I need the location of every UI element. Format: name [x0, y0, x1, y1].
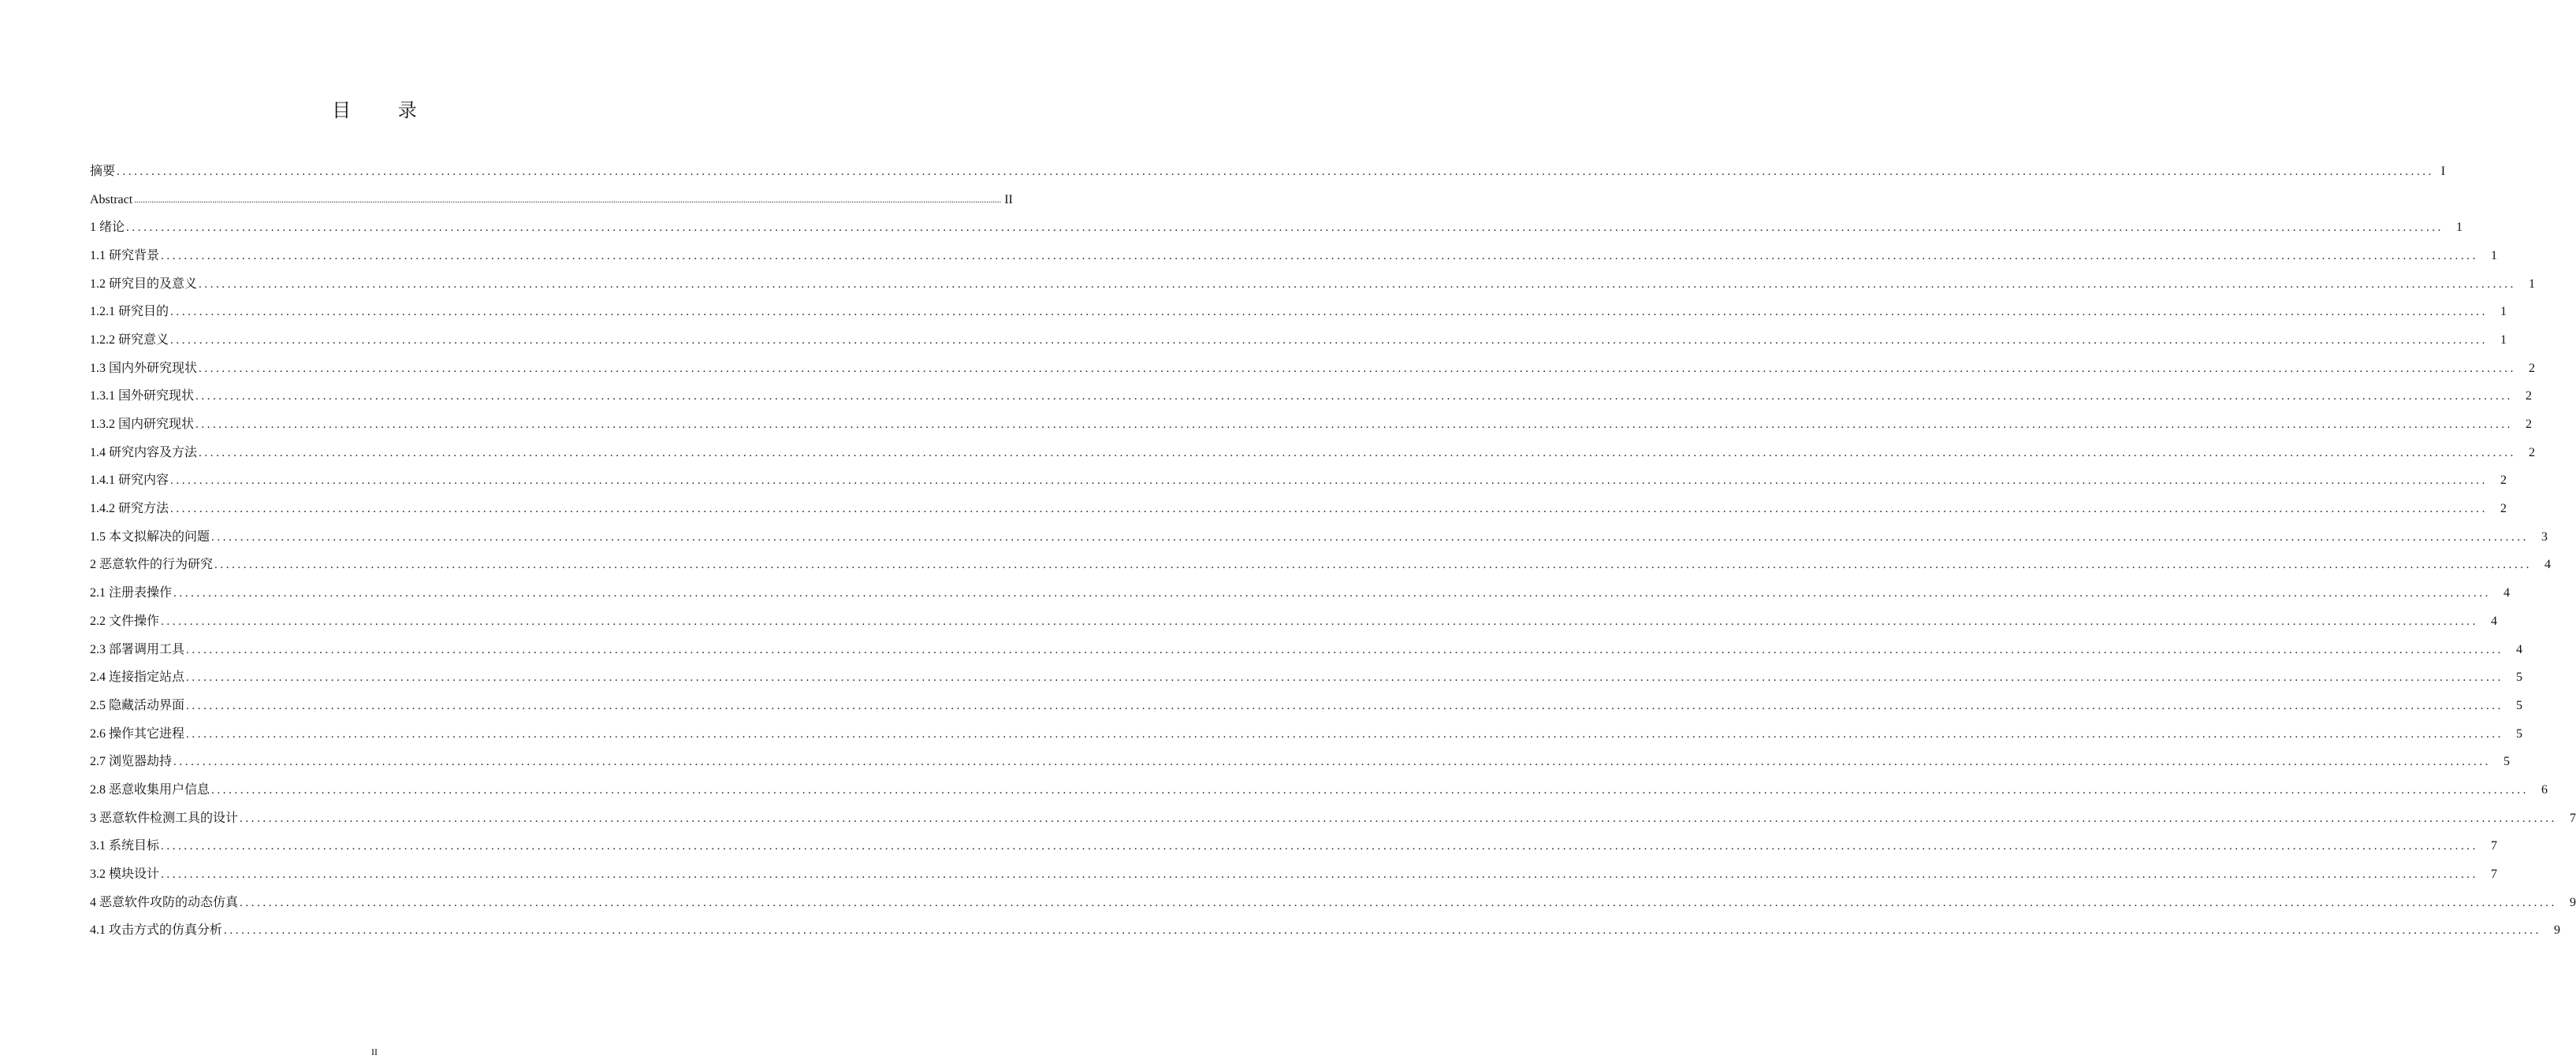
toc-entry-title: 1.3.2 国内研究现状: [90, 418, 195, 432]
toc-dot-leader: ................................................................................................................................................................................................................................................................................................................................................................................................................: [161, 249, 2479, 262]
toc-dot-leader: ................................................................................................................................................................................................................................................................................................................................................................................................................: [240, 896, 2558, 909]
toc-entry-title: 1.3.1 国外研究现状: [90, 389, 195, 403]
toc-dot-leader: ................................................................................................................................................................................................................................................................................................................................................................................................................: [161, 615, 2479, 628]
page-title: 目 录: [332, 99, 437, 121]
toc-dot-leader: ................................................................................................................................................................................................................................................................................................................................................................................................................: [173, 587, 2492, 600]
toc-dot-leader: ................................................................................................................................................................................................................................................................................................................................................................................................................: [170, 503, 2489, 516]
toc-dot-leader: ................................................................................................................................................................................................................................................................................................................................................................................................................: [186, 727, 2504, 741]
toc-entry-title: 1.3 国内外研究现状: [90, 361, 198, 375]
toc-entry-page: 5: [2516, 726, 2523, 741]
toc-entry[interactable]: [90, 411, 2533, 439]
toc-entry-title: 1.2.1 研究目的: [90, 305, 169, 319]
toc-entry[interactable]: [90, 467, 2507, 496]
toc-entry-title: 1.4.1 研究内容: [90, 474, 169, 488]
toc-entry-title: 摘要: [90, 164, 116, 178]
toc-entry-page: 5: [2516, 671, 2523, 685]
toc-dot-leader: ................................................................................................................................................................................................................................................................................................................................................................................................................: [126, 221, 2444, 235]
toc-entry-title: 2.6 操作其它进程: [90, 726, 185, 741]
toc-entry[interactable]: [90, 270, 2536, 299]
toc-entry[interactable]: [90, 720, 2523, 749]
toc-entry[interactable]: [90, 186, 1013, 214]
toc-dot-leader: ................................................................................................................................................................................................................................................................................................................................................................................................................: [186, 643, 2504, 656]
toc-entry-page: 5: [2516, 698, 2523, 712]
toc-entry[interactable]: [90, 298, 2507, 326]
toc-entry-page: 7: [2570, 811, 2576, 825]
toc-entry[interactable]: [90, 523, 2548, 552]
toc-dot-leader: ................................................................................................................................................................................................................................................................................................................................................................................................................: [170, 306, 2489, 319]
toc-entry-page: 3: [2541, 530, 2548, 544]
toc-dot-leader: ................................................................................................................................................................................................................................................................................................................................................................................................................: [161, 840, 2479, 853]
toc-entry-title: 2.5 隐藏活动界面: [90, 698, 185, 712]
toc-entry-page: 2: [2526, 418, 2533, 432]
toc-entry-page: 1: [2456, 221, 2463, 235]
toc-dot-leader: ................................................................................................................................................................................................................................................................................................................................................................................................................: [199, 277, 2517, 291]
toc-entry[interactable]: [90, 579, 2511, 608]
toc-entry-title: 1 绪论: [90, 221, 125, 235]
toc-entry[interactable]: [90, 692, 2523, 720]
toc-entry-page: 7: [2491, 868, 2498, 882]
toc-entry-title: 1.2 研究目的及意义: [90, 277, 198, 291]
toc-entry-title: 2.7 浏览器劫持: [90, 755, 173, 769]
toc-dot-leader: ................................................................................................................................................................................................................................................................................................................................................................................................................: [186, 671, 2504, 685]
toc-dot-leader: ................................................................................................................................................................................................................................................................................................................................................................................................................: [240, 812, 2558, 825]
toc-entry-page: 4: [2544, 558, 2552, 572]
toc-dot-leader: ................................................................................................................................................................................................................................................................................................................................................................................................................: [134, 195, 1002, 205]
toc-entry-title: 4.1 攻击方式的仿真分析: [90, 923, 223, 938]
toc-entry-title: 2.2 文件操作: [90, 614, 160, 628]
toc-dot-leader: ................................................................................................................................................................................................................................................................................................................................................................................................................: [195, 390, 2514, 403]
toc-entry-title: 1.1 研究背景: [90, 248, 160, 262]
toc-entry[interactable]: [90, 495, 2507, 523]
toc-entry-title: 1.5 本文拟解决的问题: [90, 530, 210, 544]
toc-entry-title: 1.4 研究内容及方法: [90, 445, 198, 459]
toc-entry-page: 2: [2526, 389, 2533, 403]
toc-entry[interactable]: [90, 158, 2446, 186]
toc-entry-title: 2.4 连接指定站点: [90, 671, 185, 685]
toc-dot-leader: ................................................................................................................................................................................................................................................................................................................................................................................................................: [173, 756, 2492, 769]
toc-entry[interactable]: [90, 214, 2463, 242]
toc-entry[interactable]: [90, 608, 2498, 636]
toc-entry[interactable]: [90, 776, 2548, 804]
toc-entry-page: I: [2440, 164, 2446, 178]
toc-dot-leader: ................................................................................................................................................................................................................................................................................................................................................................................................................: [199, 362, 2517, 375]
toc-entry[interactable]: [90, 355, 2536, 383]
toc-entry[interactable]: [90, 242, 2498, 270]
toc-entry-page: 1: [2500, 305, 2507, 319]
toc-entry[interactable]: [90, 748, 2511, 776]
toc-entry-page: 6: [2541, 782, 2548, 797]
toc-entry[interactable]: [90, 804, 2576, 833]
toc-dot-leader: ................................................................................................................................................................................................................................................................................................................................................................................................................: [211, 530, 2529, 544]
toc-entry-page: 7: [2491, 839, 2498, 853]
toc-entry[interactable]: [90, 636, 2523, 664]
toc-entry[interactable]: [90, 663, 2523, 692]
footer-page-number: II: [371, 1046, 378, 1057]
toc-entry-page: 2: [2500, 502, 2507, 516]
toc-entry-title: Abstract: [90, 192, 133, 206]
toc-entry-page: 2: [2529, 445, 2536, 459]
toc-entry-page: 9: [2570, 895, 2576, 909]
table-of-contents: [90, 158, 2576, 945]
toc-entry-page: 9: [2554, 923, 2561, 938]
toc-dot-leader: ................................................................................................................................................................................................................................................................................................................................................................................................................: [211, 783, 2529, 797]
toc-entry-page: 4: [2503, 586, 2511, 600]
toc-entry-title: 1.4.2 研究方法: [90, 502, 169, 516]
toc-entry-page: 4: [2516, 642, 2523, 656]
toc-entry[interactable]: [90, 383, 2533, 411]
toc-entry[interactable]: [90, 439, 2536, 467]
toc-dot-leader: ................................................................................................................................................................................................................................................................................................................................................................................................................: [170, 474, 2489, 488]
toc-entry-title: 1.2.2 研究意义: [90, 333, 169, 347]
toc-entry-title: 2.8 恶意收集用户信息: [90, 782, 210, 797]
toc-entry-page: II: [1004, 192, 1013, 206]
toc-dot-leader: ................................................................................................................................................................................................................................................................................................................................................................................................................: [186, 699, 2504, 712]
toc-entry-title: 3.1 系统目标: [90, 839, 160, 853]
toc-dot-leader: ................................................................................................................................................................................................................................................................................................................................................................................................................: [195, 418, 2514, 432]
toc-dot-leader: ................................................................................................................................................................................................................................................................................................................................................................................................................: [224, 924, 2542, 938]
toc-entry-page: 2: [2500, 474, 2507, 488]
toc-entry-page: 5: [2503, 755, 2511, 769]
toc-entry-page: 1: [2529, 277, 2536, 291]
toc-entry[interactable]: [90, 326, 2507, 355]
toc-entry[interactable]: [90, 860, 2498, 889]
toc-entry-page: 2: [2529, 361, 2536, 375]
toc-entry-title: 3.2 模块设计: [90, 868, 160, 882]
toc-entry[interactable]: [90, 833, 2498, 861]
toc-entry-page: 4: [2491, 614, 2498, 628]
toc-dot-leader: ................................................................................................................................................................................................................................................................................................................................................................................................................: [117, 165, 2435, 178]
toc-entry-title: 4 恶意软件攻防的动态仿真: [90, 895, 239, 909]
toc-entry-page: 1: [2491, 248, 2498, 262]
toc-dot-leader: ................................................................................................................................................................................................................................................................................................................................................................................................................: [199, 446, 2517, 459]
toc-entry[interactable]: [90, 889, 2576, 917]
toc-dot-leader: ................................................................................................................................................................................................................................................................................................................................................................................................................: [170, 333, 2489, 347]
toc-entry[interactable]: [90, 552, 2552, 580]
toc-entry-title: 3 恶意软件检测工具的设计: [90, 811, 239, 825]
toc-dot-leader: ................................................................................................................................................................................................................................................................................................................................................................................................................: [214, 559, 2533, 572]
toc-entry[interactable]: [90, 917, 2561, 946]
toc-dot-leader: ................................................................................................................................................................................................................................................................................................................................................................................................................: [161, 868, 2479, 882]
toc-entry-title: 2.1 注册表操作: [90, 586, 173, 600]
toc-entry-title: 2.3 部署调用工具: [90, 642, 185, 656]
toc-entry-title: 2 恶意软件的行为研究: [90, 558, 214, 572]
toc-entry-page: 1: [2500, 333, 2507, 347]
